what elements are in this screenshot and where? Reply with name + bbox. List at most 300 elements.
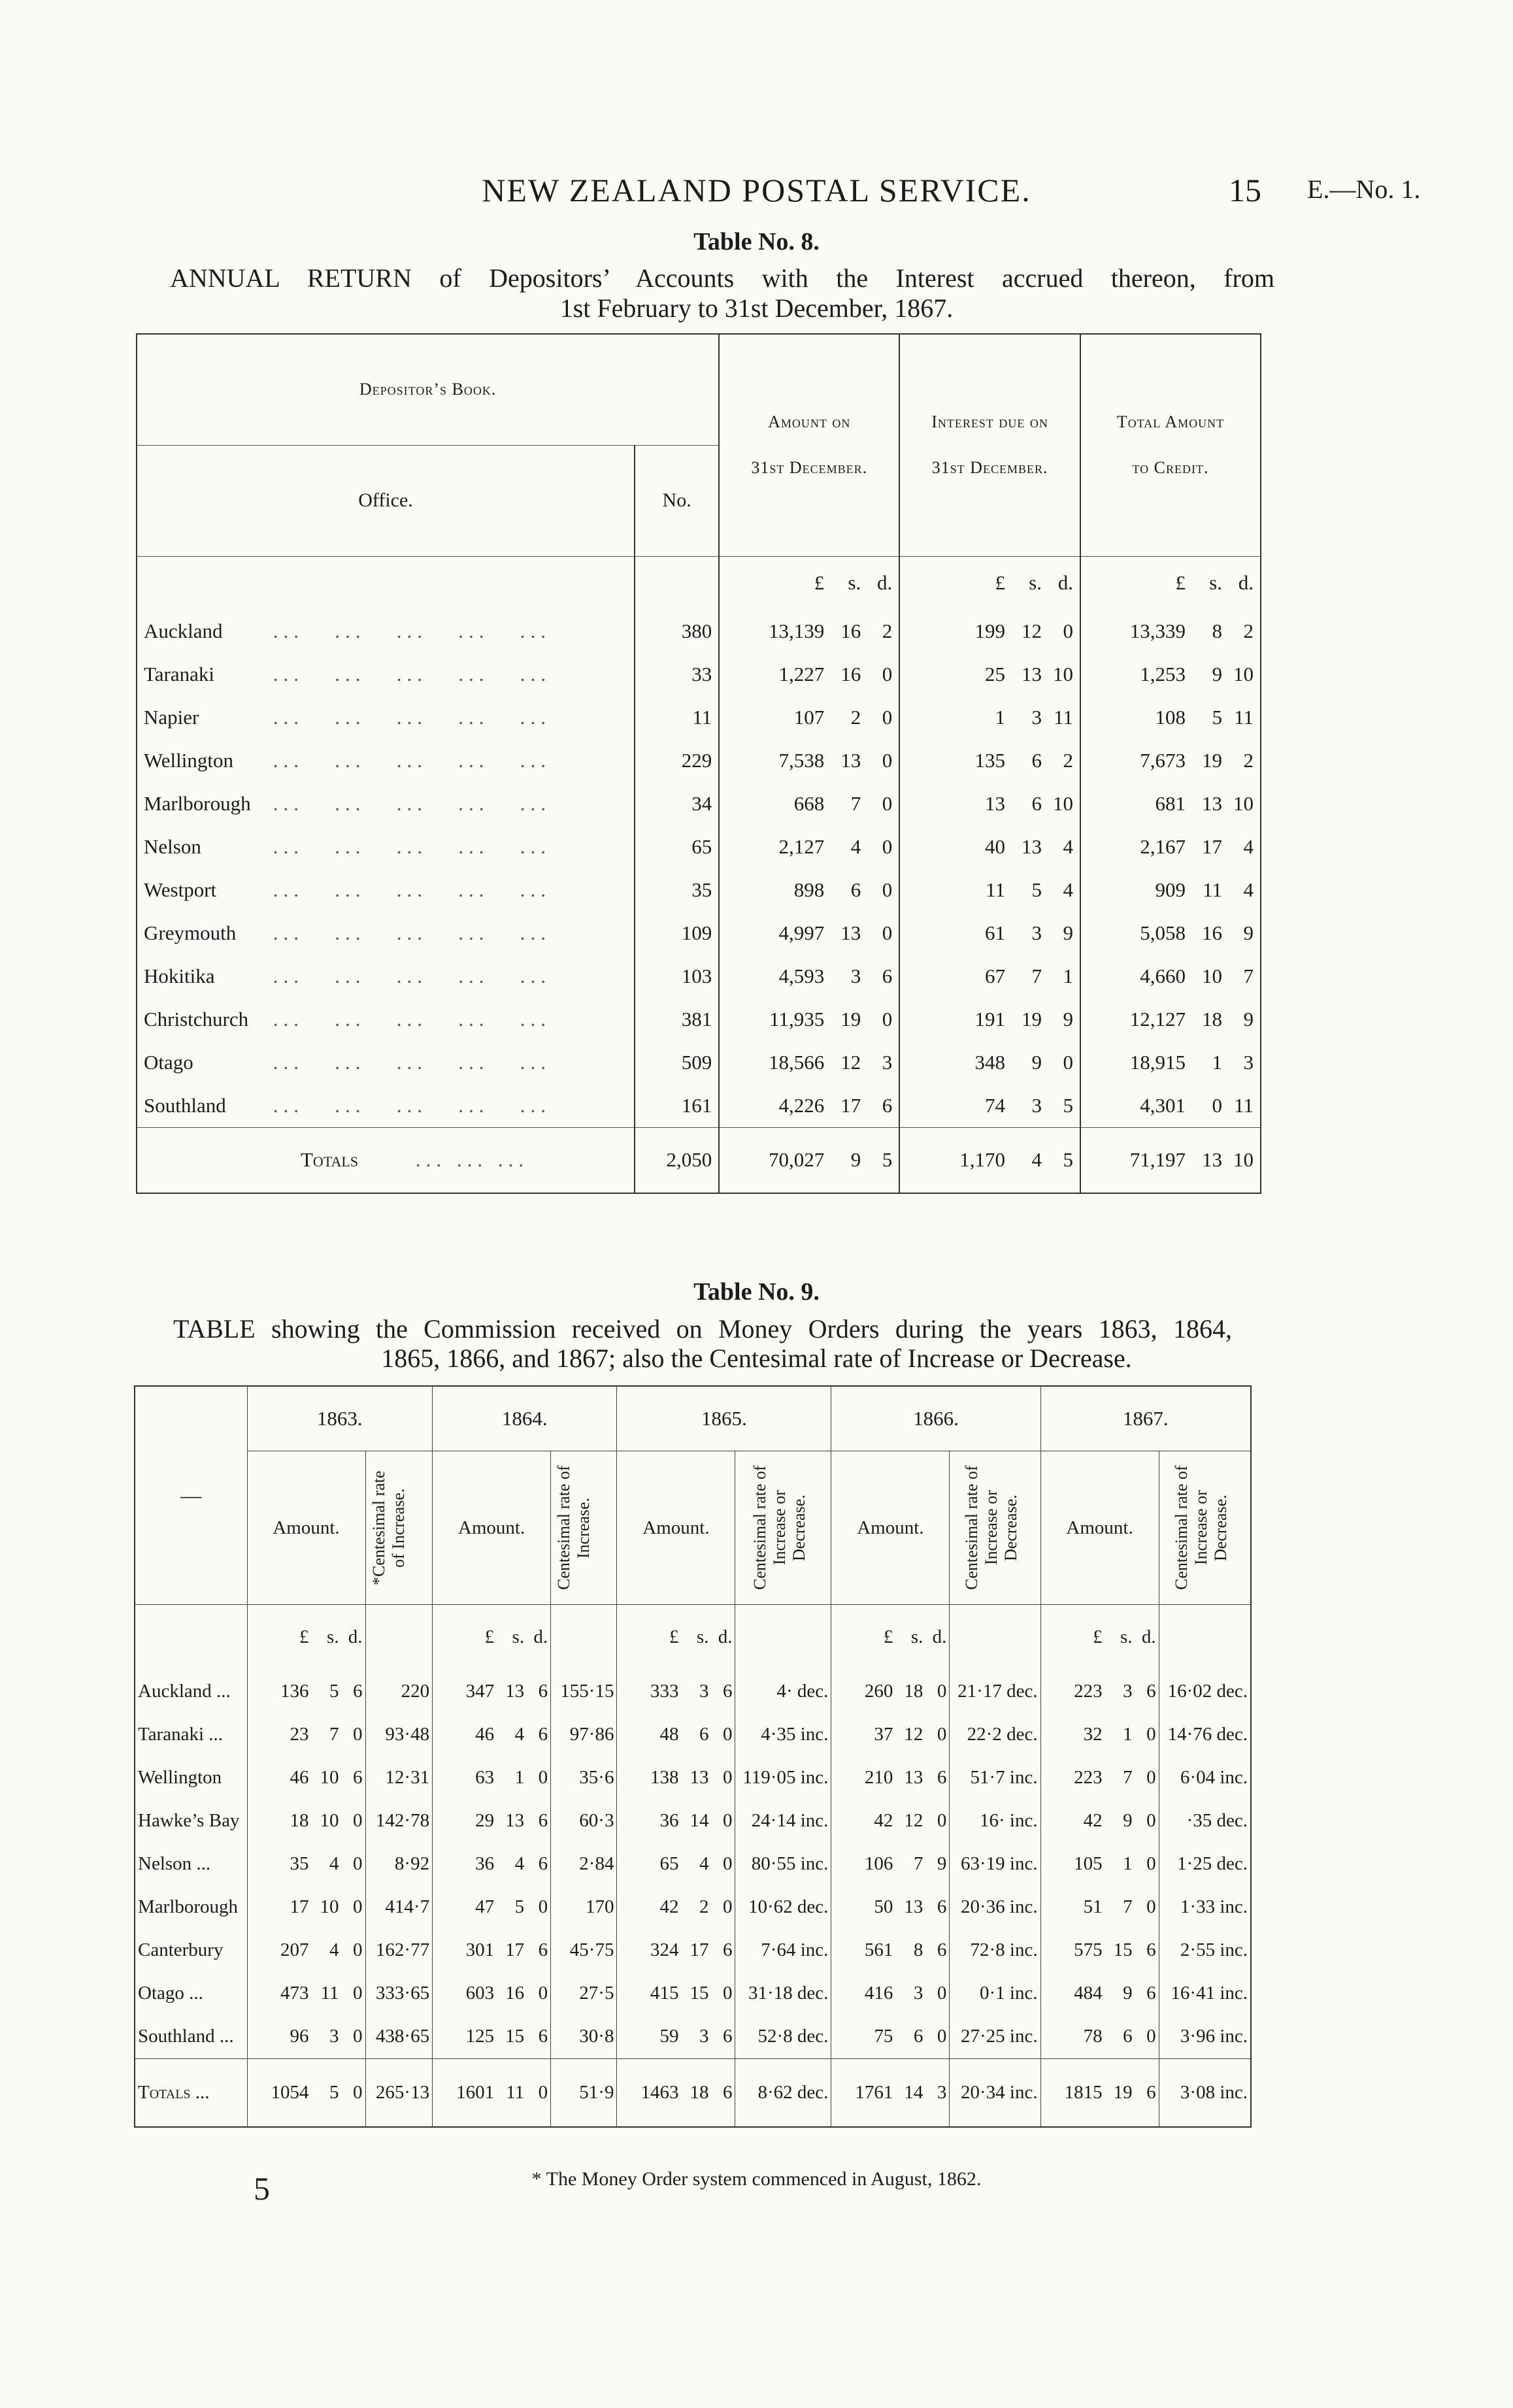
rate-cell: 0·1 inc. (950, 1972, 1040, 2015)
pounds: 135 (974, 749, 1005, 772)
amount-cell (719, 955, 899, 998)
pounds: 1054 (271, 2081, 309, 2103)
rate-cell: 8·62 dec. (735, 2058, 831, 2127)
amount-cell (433, 2015, 551, 2059)
pence: 6 (538, 1681, 548, 1702)
shillings: 7 (913, 1853, 923, 1874)
rate-cell: 3·96 inc. (1180, 2026, 1248, 2047)
office-cell: Greymouth ... ... ... ... ... (144, 921, 551, 944)
interest-units (899, 556, 1080, 610)
amount-cell (719, 653, 899, 696)
shillings: 13 (840, 921, 861, 944)
rate-cell: 4· dec. (735, 1670, 831, 1713)
shillings: 13 (505, 1810, 525, 1831)
total-cell (1080, 1084, 1261, 1128)
amount-cell (433, 1670, 551, 1713)
pence: 0 (353, 1939, 363, 1960)
table-row (135, 1972, 1251, 2015)
pounds: 4,226 (778, 1094, 825, 1117)
pounds: 47 (475, 1896, 495, 1917)
rate-cell: 60·3 (551, 1800, 617, 1843)
pounds: 603 (465, 1983, 495, 2004)
shillings: 3 (1031, 706, 1042, 729)
amount-label: Amount. (433, 1451, 551, 1605)
interest-cell (899, 1084, 1080, 1128)
pence: 0 (353, 1810, 363, 1831)
table-row (135, 1713, 1251, 1757)
pence: 0 (1146, 1810, 1156, 1831)
table-row (135, 1929, 1251, 1972)
pounds: 23 (290, 1724, 309, 1745)
pence: 0 (882, 792, 893, 815)
amount-cell (719, 610, 899, 653)
office-cell: Southland ... ... ... ... ... (144, 1094, 551, 1117)
no-cell: 509 (635, 1041, 719, 1084)
pence: 0 (882, 835, 893, 858)
rate-cell: 35·6 (551, 1757, 617, 1800)
amount-units (617, 1605, 735, 1670)
pounds: 46 (475, 1724, 495, 1745)
no-cell: 161 (635, 1084, 719, 1128)
pounds: 681 (1155, 792, 1186, 815)
interest-header (899, 334, 1080, 556)
pounds: 347 (465, 1681, 495, 1702)
amount-cell (433, 1843, 551, 1886)
total-cell (1080, 1041, 1261, 1084)
rate-label: Centesimal rate of Increase or Decrease. (1172, 1465, 1231, 1591)
amount-cell (433, 1713, 551, 1757)
amount-cell (433, 1886, 551, 1929)
shillings: 12 (840, 1051, 861, 1074)
amount-units (831, 1605, 950, 1670)
office-cell: Napier ... ... ... ... ... (144, 706, 551, 729)
amount-units (433, 1605, 551, 1670)
pence: 2 (882, 619, 893, 642)
pounds: 7,673 (1140, 749, 1186, 772)
shillings: 13 (1202, 1148, 1222, 1172)
rate-cell: 414·7 (365, 1886, 433, 1929)
amount-cell (617, 2058, 735, 2127)
rate-cell: 80·55 inc. (735, 1843, 831, 1886)
no-cell: 381 (635, 998, 719, 1041)
table-row (137, 912, 1261, 955)
shillings: 4 (329, 1853, 339, 1874)
shillings: 13 (904, 1767, 923, 1788)
amount-cell (831, 1972, 950, 2015)
shillings: 3 (850, 965, 861, 987)
pence: 4 (1243, 835, 1254, 858)
shillings: 13 (1021, 835, 1042, 858)
table-row (137, 739, 1261, 782)
pounds: 909 (1155, 878, 1186, 901)
pence: 4 (1243, 878, 1254, 901)
table9-number: Table No. 9. (693, 1278, 820, 1306)
pence: 4 (1063, 835, 1073, 858)
unit-pence: d. (533, 1626, 548, 1648)
pence: 0 (353, 1853, 363, 1874)
rate-cell: 170 (551, 1886, 617, 1929)
shillings: 18 (1202, 1008, 1222, 1031)
pence: 0 (722, 1896, 733, 1917)
rate-cell: 142·78 (365, 1800, 433, 1843)
pounds: 96 (290, 2026, 309, 2047)
no-cell: 35 (635, 868, 719, 912)
rate-cell: 8·92 (365, 1843, 433, 1886)
amount-cell (1040, 1929, 1159, 1972)
rate-cell: 2·84 (551, 1843, 617, 1886)
totals-label-cell: Totals ... ... ... (301, 1148, 529, 1172)
office-cell: Auckland ... ... ... ... ... (144, 619, 551, 642)
rate-cell: 1·33 inc. (1180, 1896, 1248, 1917)
interest-cell (899, 782, 1080, 825)
amount-cell (831, 1713, 950, 1757)
rate-header-1864 (551, 1451, 617, 1605)
shillings: 1 (1123, 1853, 1133, 1874)
pounds: 17 (290, 1896, 309, 1917)
office-cell: Hawke’s Bay (135, 1800, 247, 1843)
pence: 10 (1233, 1148, 1254, 1172)
pence: 6 (1146, 2081, 1156, 2103)
rate-cell: 16·41 inc. (1171, 1983, 1248, 2004)
pence: 6 (353, 1681, 363, 1702)
rate-cell: 27·5 (551, 1972, 617, 2015)
unit-shillings: s. (326, 1626, 339, 1648)
shillings: 12 (1021, 619, 1042, 642)
no-cell: 380 (635, 610, 719, 653)
year-1864: 1864. (433, 1386, 617, 1451)
pounds: 199 (974, 619, 1005, 642)
amount-cell (617, 1972, 735, 2015)
running-title: NEW ZEALAND POSTAL SERVICE. (482, 172, 1031, 208)
table-row (137, 696, 1261, 739)
office-cell: Taranaki ... (135, 1713, 247, 1757)
no-cell: 11 (635, 696, 719, 739)
amount-cell (831, 1886, 950, 1929)
table-row (137, 653, 1261, 696)
total-units (1080, 556, 1261, 610)
unit-pence: d. (1057, 571, 1073, 595)
shillings: 6 (913, 2026, 923, 2047)
pounds: 107 (793, 706, 825, 729)
year-1865: 1865. (617, 1386, 831, 1451)
pence: 0 (882, 663, 893, 685)
shillings: 6 (1031, 749, 1042, 772)
shillings: 18 (904, 1681, 923, 1702)
rate-cell: 63·19 inc. (950, 1843, 1040, 1886)
amount-cell (1040, 2058, 1159, 2127)
shillings: 16 (505, 1983, 525, 2004)
shillings: 9 (1123, 1983, 1133, 2004)
shillings: 5 (514, 1896, 525, 1917)
year-1863: 1863. (247, 1386, 433, 1451)
pounds: 4,997 (778, 921, 825, 944)
pounds: 61 (984, 921, 1005, 944)
unit-pence: d. (348, 1626, 363, 1648)
interest-cell (899, 998, 1080, 1041)
shillings: 3 (699, 2026, 709, 2047)
amount-cell (617, 1670, 735, 1713)
interest-header-line1: Interest due on (931, 412, 1048, 432)
shillings: 17 (690, 1939, 709, 1960)
pence: 0 (882, 706, 893, 729)
pence: 0 (538, 1983, 548, 2004)
pence: 0 (937, 1724, 947, 1745)
pounds: 4,301 (1140, 1094, 1186, 1117)
shillings: 3 (699, 1681, 709, 1702)
pence: 0 (1146, 1853, 1156, 1874)
unit-pence: d. (876, 571, 893, 595)
shillings: 7 (1123, 1767, 1133, 1788)
pence: 2 (1243, 619, 1254, 642)
amount-cell (1040, 1800, 1159, 1843)
office-cell: Otago ... ... ... ... ... (144, 1051, 551, 1074)
pounds: 11 (986, 878, 1005, 901)
pence: 0 (937, 1681, 947, 1702)
office-name: Southland (144, 1094, 226, 1117)
unit-shillings: s. (910, 1626, 923, 1648)
pence: 7 (1243, 965, 1254, 987)
office-name: Napier (144, 706, 199, 729)
pence: 0 (538, 1767, 548, 1788)
amount-cell (433, 1800, 551, 1843)
table8-caption-line1: ANNUAL RETURN of Depositors’ Accounts with the Interest accrued thereon, from (170, 263, 1274, 293)
pounds: 108 (1155, 706, 1186, 729)
shillings: 7 (1031, 965, 1042, 987)
pounds: 210 (864, 1767, 893, 1788)
table-row (137, 782, 1261, 825)
amount-cell (1040, 1886, 1159, 1929)
unit-shillings: s. (1029, 571, 1042, 595)
pounds: 42 (874, 1810, 893, 1831)
amount-cell (1040, 1972, 1159, 2015)
pence: 0 (722, 1767, 733, 1788)
pounds: 333 (650, 1681, 679, 1702)
amount-header-line2: 31st December. (751, 458, 868, 478)
shillings: 4 (850, 835, 861, 858)
shillings: 13 (1202, 792, 1222, 815)
amount-cell (831, 1929, 950, 1972)
shillings: 12 (904, 1724, 923, 1745)
amount-cell (617, 2015, 735, 2059)
office-cell: Wellington (135, 1757, 247, 1800)
total-cell (1080, 696, 1261, 739)
pounds: 223 (1074, 1767, 1103, 1788)
shillings: 6 (1123, 2026, 1133, 2047)
rate-cell: ·35 dec. (1186, 1810, 1248, 1831)
shillings: 11 (506, 2081, 525, 2103)
pence: 5 (1063, 1094, 1073, 1117)
pounds: 35 (290, 1853, 309, 1874)
amount-cell (831, 1800, 950, 1843)
pounds: 223 (1074, 1681, 1103, 1702)
pence: 6 (1146, 1681, 1156, 1702)
shillings: 4 (514, 1853, 525, 1874)
pounds: 136 (280, 1681, 309, 1702)
table-row (135, 1670, 1251, 1713)
shillings: 10 (320, 1810, 339, 1831)
shillings: 1 (1123, 1724, 1133, 1745)
office-name: Westport (144, 878, 217, 901)
pounds: 4,593 (778, 965, 825, 987)
pence: 0 (353, 1724, 363, 1745)
shillings: 15 (1113, 1939, 1133, 1960)
shillings: 2 (699, 1896, 709, 1917)
totals-interest (899, 1128, 1080, 1193)
total-cell (1080, 912, 1261, 955)
rate-label: Centesimal rate of Increase. (554, 1465, 593, 1591)
unit-pence: d. (932, 1626, 947, 1648)
pence: 9 (1063, 921, 1073, 944)
office-cell: Auckland ... (135, 1670, 247, 1713)
table8-number: Table No. 8. (693, 228, 820, 256)
pounds: 668 (793, 792, 825, 815)
table-row (137, 955, 1261, 998)
interest-cell (899, 610, 1080, 653)
pounds: 18,915 (1129, 1051, 1186, 1074)
shillings: 5 (329, 2081, 339, 2103)
pence: 6 (722, 2026, 733, 2047)
rate-cell: 52·8 dec. (735, 2015, 831, 2059)
money-order-commission-table (134, 1385, 1252, 2128)
office-name: Christchurch (144, 1008, 249, 1031)
no-cell: 33 (635, 653, 719, 696)
shillings: 9 (1031, 1051, 1042, 1074)
shillings: 3 (1123, 1681, 1133, 1702)
shillings: 7 (1123, 1896, 1133, 1917)
rate-cell: 16· inc. (950, 1800, 1040, 1843)
amount-cell (247, 1886, 365, 1929)
office-cell: Taranaki ... ... ... ... ... (144, 663, 551, 685)
shillings: 0 (1212, 1094, 1222, 1117)
office-name: Hokitika (144, 965, 215, 987)
office-cell: Christchurch ... ... ... ... ... (144, 1008, 551, 1031)
pounds: 1,227 (778, 663, 825, 685)
pence: 10 (1052, 663, 1073, 685)
office-cell: Otago ... (135, 1972, 247, 2015)
amount-cell (617, 1713, 735, 1757)
shillings: 1 (514, 1767, 525, 1788)
amount-cell (247, 1757, 365, 1800)
shillings: 13 (840, 749, 861, 772)
pounds: 561 (864, 1939, 893, 1960)
rate-cell: 27·25 inc. (950, 2015, 1040, 2059)
pence: 9 (937, 1853, 947, 1874)
shillings: 13 (505, 1681, 525, 1702)
rate-header-1867 (1159, 1451, 1251, 1605)
year-1866: 1866. (831, 1386, 1040, 1451)
office-name: Auckland (144, 619, 223, 642)
totals-row (135, 2058, 1251, 2127)
pounds: 75 (874, 2026, 893, 2047)
rate-cell: 14·76 dec. (1167, 1724, 1248, 1745)
pence: 5 (1063, 1148, 1073, 1172)
shillings: 13 (904, 1896, 923, 1917)
pence: 6 (1146, 1983, 1156, 2004)
pence: 3 (937, 2081, 947, 2103)
office-header: Office. (358, 489, 413, 511)
totals-no: 2,050 (635, 1128, 719, 1193)
shillings: 5 (329, 1681, 339, 1702)
pounds: 42 (659, 1896, 679, 1917)
amount-cell (1040, 1670, 1159, 1713)
pounds: 1 (995, 706, 1005, 729)
shillings: 4 (1031, 1148, 1042, 1172)
pounds: 2,127 (778, 835, 825, 858)
interest-cell (899, 912, 1080, 955)
pence: 9 (1243, 1008, 1254, 1031)
pence: 0 (722, 1810, 733, 1831)
table-row (135, 1800, 1251, 1843)
amount-cell (719, 868, 899, 912)
rate-cell: 20·36 inc. (950, 1886, 1040, 1929)
amount-cell (247, 1670, 365, 1713)
office-cell: Marlborough ... ... ... ... ... (144, 792, 551, 815)
pounds: 4,660 (1140, 965, 1186, 987)
no-cell: 103 (635, 955, 719, 998)
shillings: 2 (850, 706, 861, 729)
unit-pounds: £ (883, 1626, 893, 1648)
amount-cell (831, 2015, 950, 2059)
no-cell: 34 (635, 782, 719, 825)
rate-cell: 30·8 (551, 2015, 617, 2059)
page-number: 15 (1229, 172, 1261, 208)
total-cell (1080, 610, 1261, 653)
pounds: 324 (650, 1939, 679, 1960)
pounds: 67 (984, 965, 1005, 987)
document-reference: E.—No. 1. (1307, 174, 1421, 204)
pence: 11 (1054, 706, 1073, 729)
pounds: 898 (793, 878, 825, 901)
pounds: 13 (984, 792, 1005, 815)
pence: 0 (538, 2081, 548, 2103)
shillings: 4 (699, 1853, 709, 1874)
totals-amount (719, 1128, 899, 1193)
shillings: 15 (690, 1983, 709, 2004)
rate-cell: 45·75 (551, 1929, 617, 1972)
pence: 0 (882, 749, 893, 772)
amount-cell (719, 912, 899, 955)
shillings: 1 (1212, 1051, 1222, 1074)
shillings: 10 (320, 1767, 339, 1788)
pence: 2 (1063, 749, 1073, 772)
pounds: 1761 (855, 2081, 893, 2103)
amount-cell (831, 1843, 950, 1886)
pence: 6 (937, 1896, 947, 1917)
office-cell: Canterbury (135, 1929, 247, 1972)
shillings: 9 (1212, 663, 1222, 685)
table-row (137, 868, 1261, 912)
amount-cell (433, 1929, 551, 1972)
no-header: No. (635, 445, 719, 556)
pounds: 29 (475, 1810, 495, 1831)
totals-total (1080, 1128, 1261, 1193)
amount-label: Amount. (831, 1451, 950, 1605)
pounds: 36 (475, 1853, 495, 1874)
shillings: 7 (850, 792, 861, 815)
amount-units (247, 1605, 365, 1670)
amount-cell (1040, 1713, 1159, 1757)
amount-cell (1040, 1757, 1159, 1800)
amount-header-line1: Amount on (768, 412, 851, 432)
pence: 6 (538, 1939, 548, 1960)
table8-caption-line2: 1st February to 31st December, 1867. (559, 293, 954, 323)
pence: 9 (1063, 1008, 1073, 1031)
shillings: 9 (850, 1148, 861, 1172)
shillings: 11 (320, 1983, 339, 2004)
table-row (137, 998, 1261, 1041)
pounds: 74 (984, 1094, 1005, 1117)
shillings: 19 (840, 1008, 861, 1031)
